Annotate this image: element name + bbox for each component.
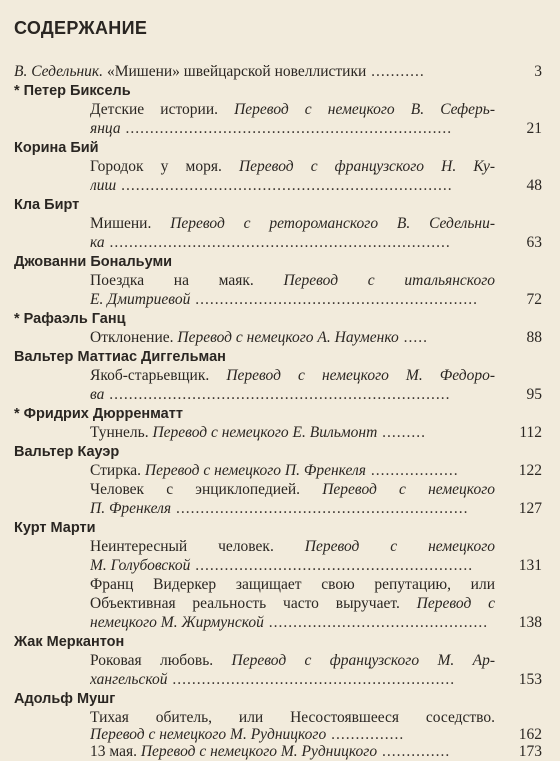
toc-work-title: Роковая любовь. bbox=[90, 652, 232, 669]
toc-author: Жак Меркантон bbox=[14, 634, 125, 650]
toc-entry-line bbox=[90, 290, 495, 309]
toc-author: Курт Марти bbox=[14, 520, 96, 536]
leader-dots: ............................................................ bbox=[171, 500, 469, 517]
toc-author: * Фридрих Дюрренматт bbox=[14, 406, 183, 422]
toc-translation: Перевод с bbox=[416, 595, 495, 612]
toc-translation: Перевод с немецкого М. Федоро- bbox=[226, 367, 495, 384]
leader-dots: ..... bbox=[398, 329, 428, 346]
toc-author: Адольф Мушг bbox=[14, 691, 116, 707]
toc-work-title: Стирка. bbox=[90, 462, 145, 479]
toc-page-number: 173 bbox=[518, 743, 542, 760]
toc-work-title: Отклонение. bbox=[90, 329, 178, 346]
toc-translation: М. Голубовской bbox=[90, 557, 191, 574]
toc-work-title: 13 мая. bbox=[90, 743, 141, 760]
leader-dots: ................................................................... bbox=[120, 120, 453, 137]
toc-entry-line bbox=[90, 233, 495, 252]
toc-page-number: 162 bbox=[518, 726, 542, 743]
toc-author: Вальтер Кауэр bbox=[14, 444, 120, 460]
toc-entry-line bbox=[90, 100, 495, 119]
toc-entry-line bbox=[90, 480, 495, 499]
toc-entry-line bbox=[90, 461, 495, 480]
toc-work-title: Неинтересный человек. bbox=[90, 538, 305, 555]
toc-page-number: 21 bbox=[526, 120, 542, 137]
toc-entry-line bbox=[90, 651, 495, 670]
toc-intro-work: «Мишени» швейцарской новеллистики bbox=[106, 63, 367, 80]
toc-work-title: Человек с энциклопедией. bbox=[90, 481, 323, 498]
leader-dots: ......................................................... bbox=[190, 557, 474, 574]
toc-translation: Перевод с ретороманского В. Седельни- bbox=[170, 215, 495, 232]
toc-intro-author: В. Седельник. bbox=[14, 63, 107, 80]
toc-entry-line bbox=[90, 214, 495, 233]
toc-translation: П. Френкеля bbox=[90, 500, 172, 517]
toc-page-number: 63 bbox=[526, 234, 542, 251]
leader-dots: ...................................................................... bbox=[104, 234, 451, 251]
toc-intro-line bbox=[14, 62, 494, 81]
toc-work-title: Мишени. bbox=[90, 215, 171, 232]
toc-page-number: 138 bbox=[518, 614, 542, 631]
toc-translation: хангельской bbox=[90, 671, 168, 688]
toc-entry-line bbox=[90, 328, 495, 347]
toc-author: * Рафаэль Ганц bbox=[14, 311, 126, 327]
toc-translation: ва bbox=[90, 386, 105, 403]
toc-entry-line bbox=[90, 613, 495, 632]
toc-entry-line bbox=[90, 499, 495, 518]
toc-translation: Перевод с немецкого bbox=[304, 538, 495, 555]
leader-dots: .......................................................... bbox=[190, 291, 478, 308]
toc-entry-line bbox=[90, 366, 495, 385]
toc-page-number: 112 bbox=[519, 424, 542, 441]
toc-translation: Перевод с немецкого Е. Вильмонт bbox=[152, 424, 378, 441]
leader-dots: .................. bbox=[365, 462, 459, 479]
toc-work-title: Франц Видеркер защищает свою репутацию, или bbox=[90, 576, 495, 593]
toc-translation: Е. Дмитриевой bbox=[90, 291, 191, 308]
toc-entry-line bbox=[90, 575, 495, 594]
leader-dots: .................................................................... bbox=[116, 177, 453, 194]
toc-page-number: 153 bbox=[518, 671, 542, 688]
toc-work-title: Объективная реальность часто выручает. bbox=[90, 595, 417, 612]
toc-translation: Перевод с немецкого П. Френкеля bbox=[144, 462, 366, 479]
toc-translation: Перевод с немецкого А. Науменко bbox=[177, 329, 399, 346]
toc-translation: Перевод с немецкого В. Сеферь- bbox=[234, 101, 495, 118]
toc-work-title: Тихая обитель, или Несостоявшееся соседство. bbox=[90, 709, 495, 726]
toc-translation: Перевод с французского Н. Ку- bbox=[238, 158, 495, 175]
toc-work-title: Поездка на маяк. bbox=[90, 272, 284, 289]
toc-translation: Перевод с французского М. Ар- bbox=[231, 652, 495, 669]
toc-translation: янца bbox=[90, 120, 121, 137]
toc-page-number: 48 bbox=[526, 177, 542, 194]
toc-author: Кла Бирт bbox=[14, 197, 80, 213]
leader-dots: ...................................................................... bbox=[104, 386, 451, 403]
toc-work-title: Якоб-старьевщик. bbox=[90, 367, 227, 384]
toc-translation: Перевод с немецкого М. Рудницкого bbox=[90, 726, 327, 743]
leader-dots: .............. bbox=[377, 743, 451, 760]
leader-dots: ........... bbox=[366, 63, 425, 80]
toc-author: * Петер Биксель bbox=[14, 83, 131, 99]
toc-entry-line bbox=[90, 119, 495, 138]
toc-translation: лиш bbox=[90, 177, 117, 194]
toc-entry-line bbox=[90, 556, 495, 575]
leader-dots: ............... bbox=[326, 726, 405, 743]
toc-page-number: 3 bbox=[534, 63, 542, 80]
leader-dots: ......... bbox=[377, 424, 427, 441]
toc-translation: Перевод с немецкого bbox=[322, 481, 495, 498]
toc-page-number: 131 bbox=[518, 557, 542, 574]
toc-translation: Перевод с итальянского bbox=[283, 272, 495, 289]
toc-translation: немецкого М. Жирмунской bbox=[90, 614, 264, 631]
toc-author: Корина Бий bbox=[14, 140, 99, 156]
toc-translation: ка bbox=[90, 234, 105, 251]
toc-translation: Перевод с немецкого М. Рудницкого bbox=[140, 743, 378, 760]
toc-entry-line bbox=[90, 742, 495, 761]
toc-page-number: 72 bbox=[526, 291, 542, 308]
toc-page-number: 88 bbox=[526, 329, 542, 346]
toc-work-title: Туннель. bbox=[90, 424, 153, 441]
toc-entry-line bbox=[90, 385, 495, 404]
toc-entry-line bbox=[90, 271, 495, 290]
leader-dots: ............................................. bbox=[263, 614, 489, 631]
leader-dots: .......................................................... bbox=[167, 671, 456, 688]
toc-entry-line bbox=[90, 176, 495, 195]
toc-author: Джованни Бональуми bbox=[14, 254, 173, 270]
toc-entry-line bbox=[90, 157, 495, 176]
page-title: СОДЕРЖАНИЕ bbox=[14, 18, 148, 38]
toc-entry-line bbox=[90, 670, 495, 689]
toc-entry-line bbox=[90, 594, 495, 613]
toc-page-number: 127 bbox=[518, 500, 542, 517]
toc-page-number: 95 bbox=[526, 386, 542, 403]
toc-work-title: Детские истории. bbox=[90, 101, 235, 118]
toc-entry-line bbox=[90, 423, 495, 442]
toc-work-title: Городок у моря. bbox=[90, 158, 239, 175]
toc-entry-line bbox=[90, 537, 495, 556]
toc-page-number: 122 bbox=[518, 462, 542, 479]
toc-author: Вальтер Маттиас Диггельман bbox=[14, 349, 226, 365]
